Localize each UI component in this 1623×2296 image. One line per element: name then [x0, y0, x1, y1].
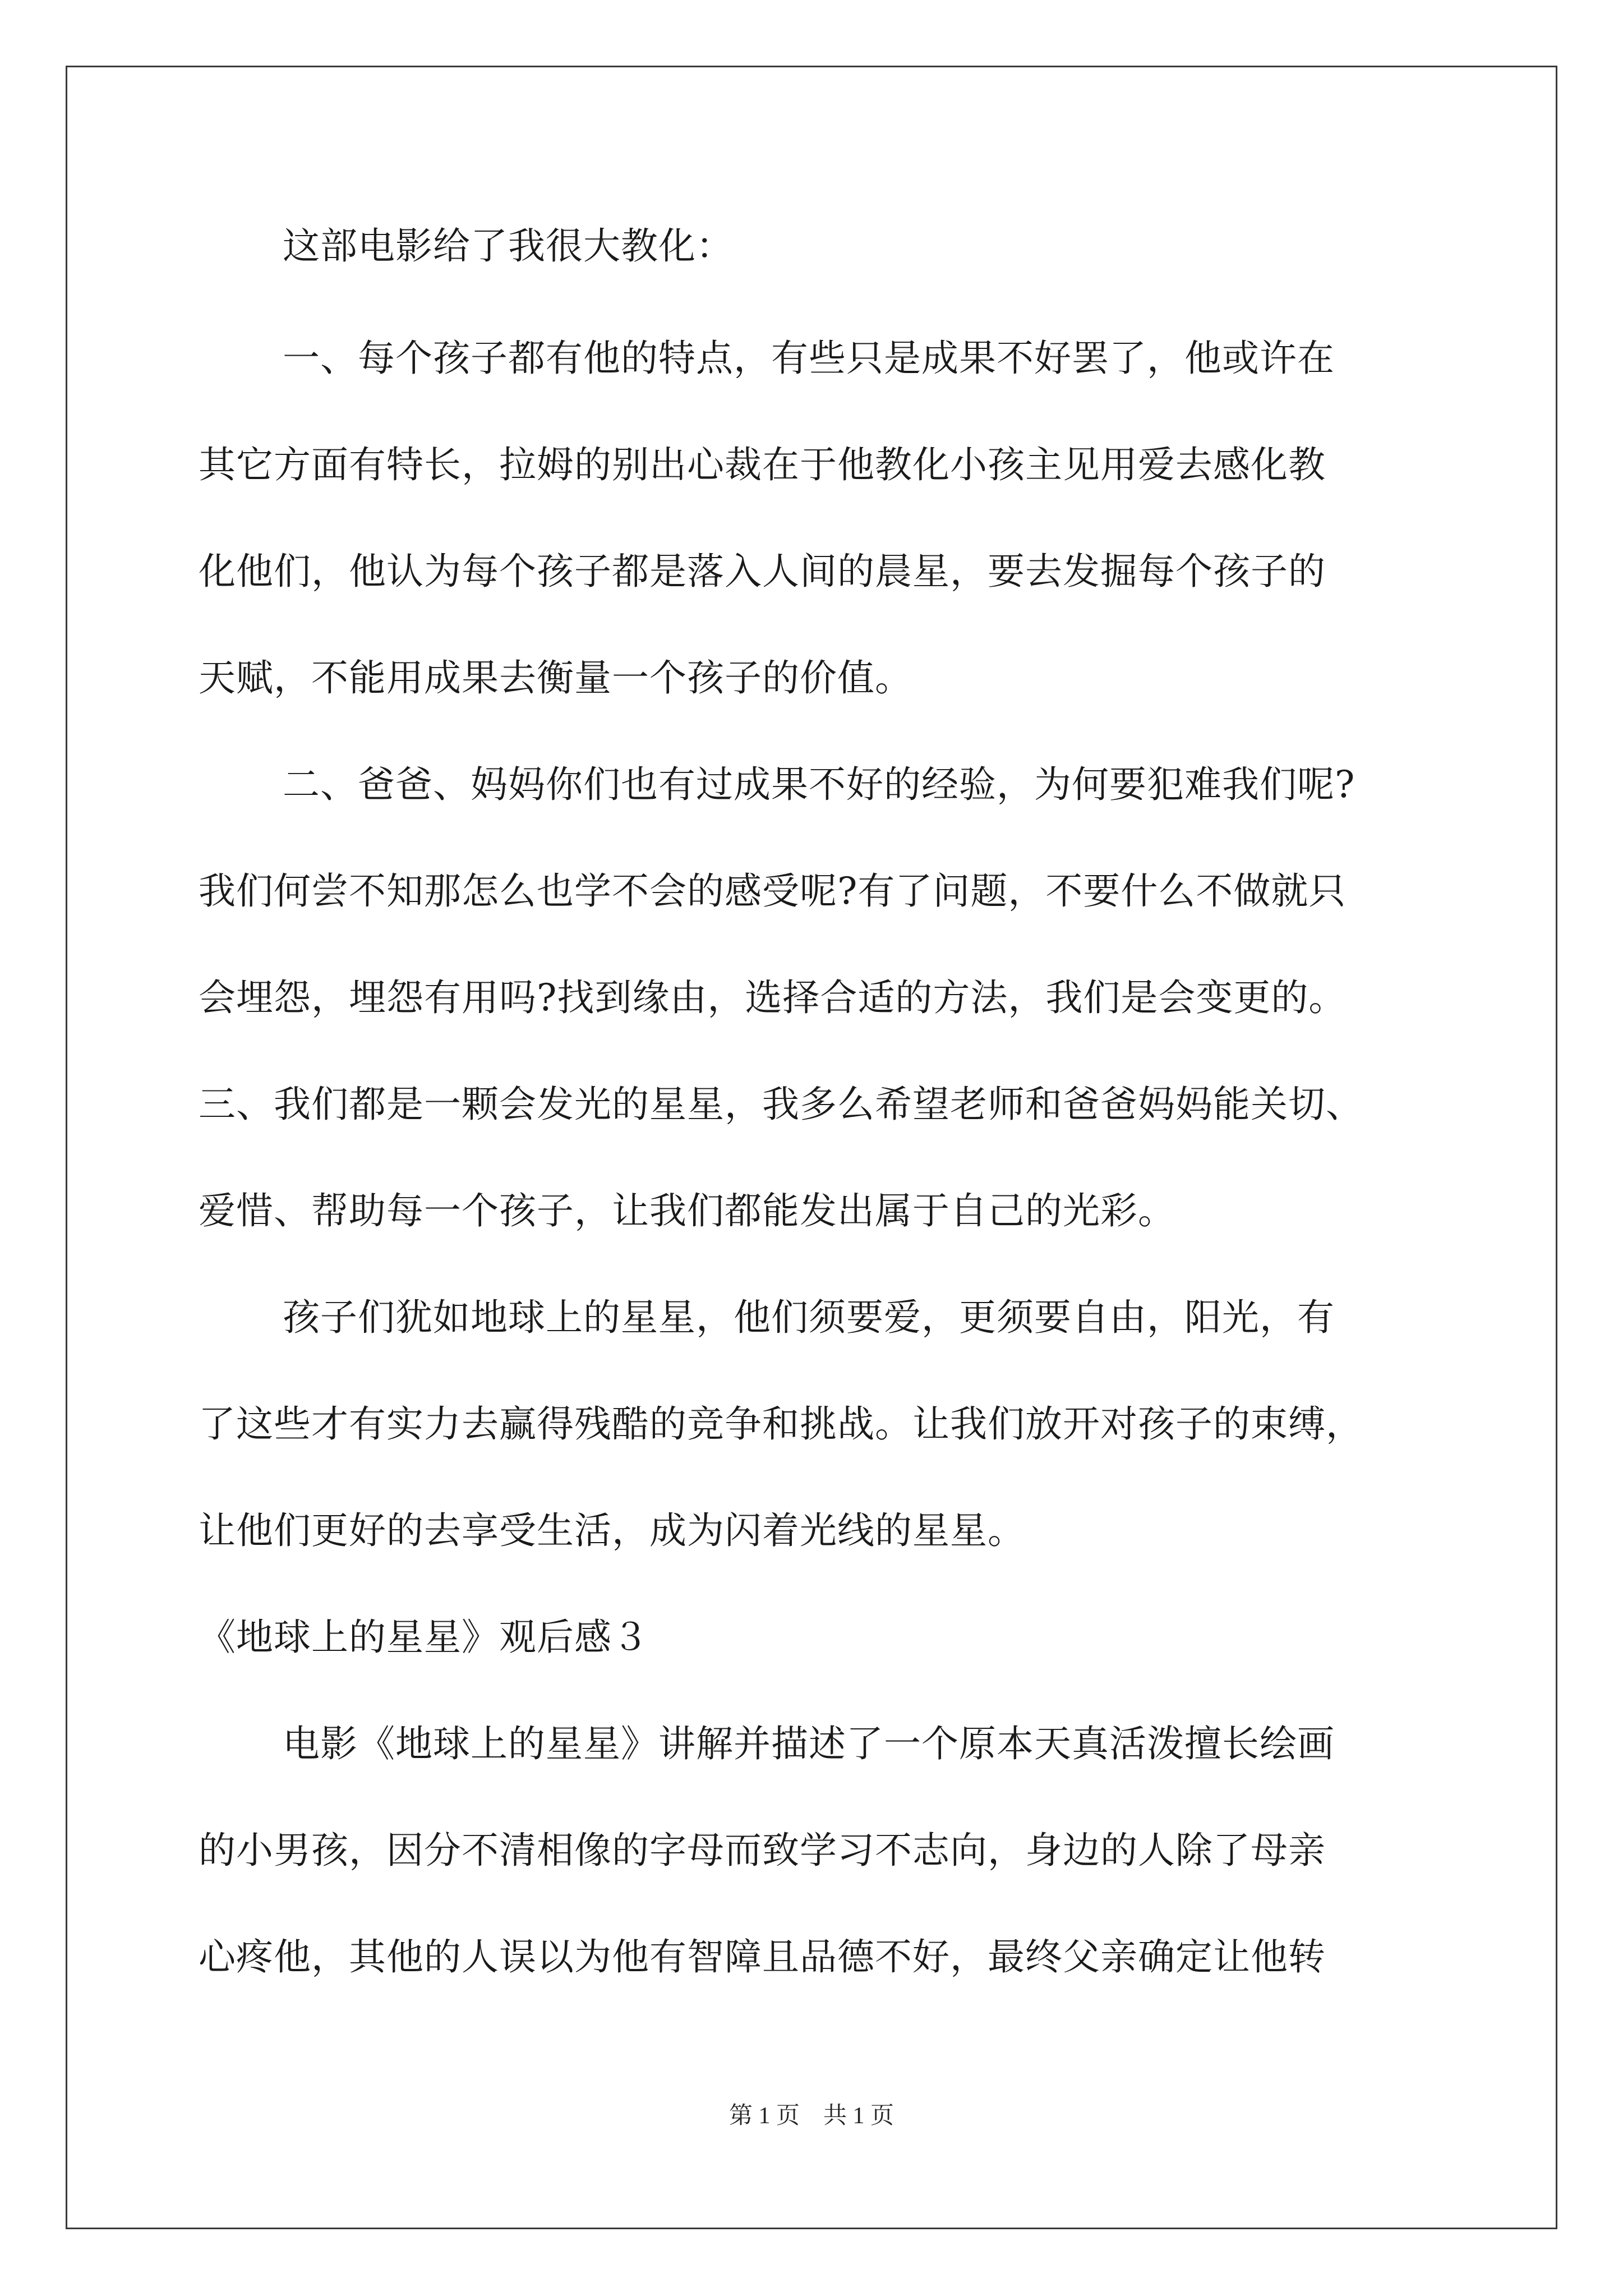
- paragraph-line: 让他们更好的去享受生活，成为闪着光线的星星。: [199, 1509, 1025, 1552]
- section-heading: 《地球上的星星》观后感３: [199, 1616, 649, 1659]
- paragraph-line: 天赋，不能用成果去衡量一个孩子的价值。: [199, 656, 912, 700]
- paragraph-line: 我们何尝不知那怎么也学不会的感受呢?有了问题，不要什么不做就只: [199, 869, 1347, 913]
- paragraph-line: 三、我们都是一颗会发光的星星，我多么希望老师和爸爸妈妈能关切、: [199, 1083, 1363, 1126]
- paragraph-line: 二、爸爸、妈妈你们也有过成果不好的经验，为何要犯难我们呢?: [283, 763, 1355, 806]
- paragraph-line: 电影《地球上的星星》讲解并描述了一个原本天真活泼擅长绘画: [283, 1722, 1335, 1765]
- paragraph-line: 爱惜、帮助每一个孩子，让我们都能发出属于自己的光彩。: [199, 1189, 1175, 1232]
- paragraph-line: 心疼他，其他的人误以为他有智障且品德不好，最终父亲确定让他转: [199, 1935, 1326, 1978]
- paragraph-line: 孩子们犹如地球上的星星，他们须要爱，更须要自由，阳光，有: [283, 1296, 1335, 1339]
- paragraph-line: 化他们，他认为每个孩子都是落入人间的晨星，要去发掘每个孩子的: [199, 550, 1326, 593]
- page-footer: 第 1 页 共 1 页: [728, 2103, 894, 2129]
- paragraph-line: 其它方面有特长，拉姆的别出心裁在于他教化小孩主见用爱去感化教: [199, 443, 1326, 486]
- paragraph-line: 的小男孩，因分不清相像的字母而致学习不志向，身边的人除了母亲: [199, 1829, 1326, 1872]
- paragraph-line: 会埋怨，埋怨有用吗?找到缘由，选择合适的方法，我们是会变更的。: [199, 976, 1347, 1019]
- paragraph-line: 了这些才有实力去赢得残酷的竞争和挑战。让我们放开对孩子的束缚，: [199, 1402, 1363, 1446]
- paragraph-line: 一、每个孩子都有他的特点，有些只是成果不好罢了，他或许在: [283, 337, 1335, 380]
- page-border: [66, 66, 1557, 2229]
- paragraph-line: 这部电影给了我很大教化：: [283, 224, 734, 268]
